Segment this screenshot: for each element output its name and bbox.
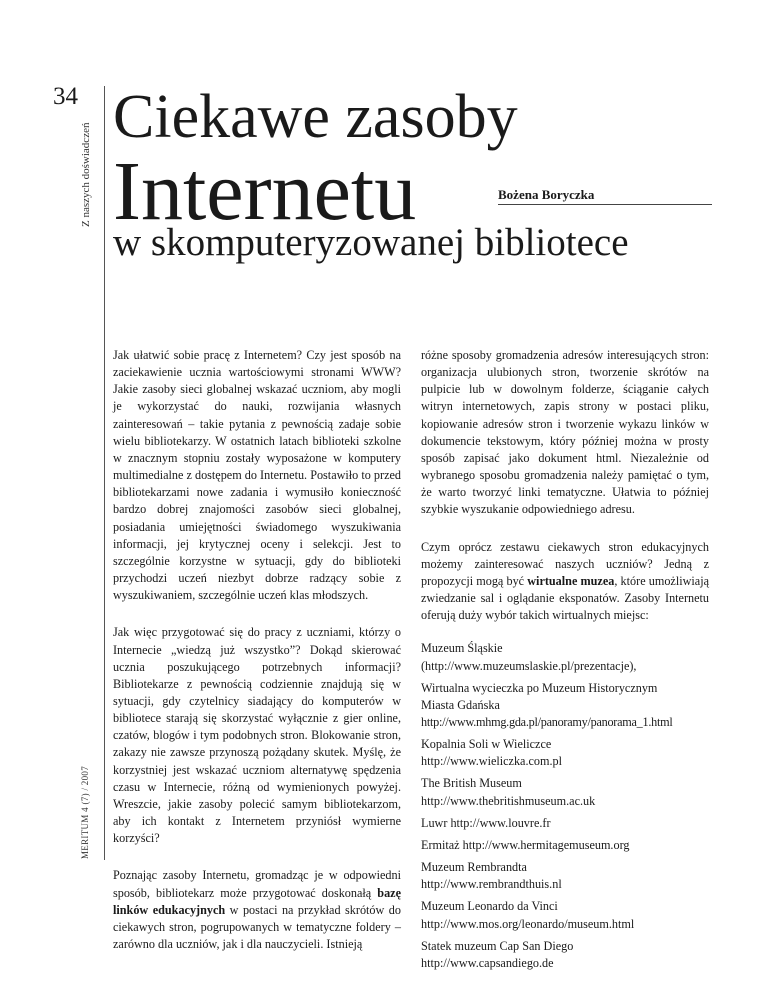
page-number: 34 [53, 83, 78, 110]
museum-url[interactable]: (http://www.muzeumslaskie.pl/prezentacje), [421, 658, 637, 673]
right-column [421, 347, 709, 977]
title-line-1: Ciekawe zasoby [113, 83, 518, 151]
museum-name-url[interactable]: Luwr http://www.louvre.fr [421, 815, 551, 830]
museum-name: Muzeum Leonardo da Vinci [421, 899, 558, 914]
section-label: Z naszych doświadczeń [80, 122, 92, 227]
museum-url[interactable]: http://www.wieliczka.com.pl [421, 754, 563, 769]
museum-name: Wirtualna wycieczka po Muzeum Historycznym [421, 680, 658, 695]
author-name: Bożena Boryczka [498, 187, 595, 202]
museum-url[interactable]: http://www.thebritishmuseum.ac.uk [421, 793, 596, 808]
museum-entry [421, 640, 709, 674]
margin-divider [104, 86, 105, 860]
museum-url[interactable]: http://www.mhmg.gda.pl/panoramy/panorama_1.html [421, 714, 673, 729]
left-paragraph-1: Jak ułatwić sobie pracę z Internetem? Czy jest sposób na zaciekawienie ucznia wartościowymi stronami WWW? Jakie zasoby sieci globalnej wskazać uczniom, aby mogli je wykorzystać do nauki, rozwijania własnych zainteresowań – takie pytania z pewnością zadaje sobie wielu bibliotekarzy. W ostatnich latach biblioteki szkolne w znacznym stopniu zostały wyposażone w komputery multimedialne z dostępem do Internetu. Postawiło to przed bibliotekarzami nowe zadania i wymusiło konieczność bardzo dobrej znajomości zasobów sieci globalnej, posiadania umiejętności świadomego wyszukiwania informacji, jej krytycznej oceny i selekcji. Jest to szczególnie korzystne w sytuacji, gdy do biblioteki przychodzi uczeń niezbyt dobrze radzący sobie z wyszukiwaniem, szczególnie uczeń klas młodszych. [113, 348, 401, 603]
right-paragraph-2-text-a: Czym oprócz zestawu ciekawych stron edukacyjnych możemy zainteresować naszych uczniów? Jedną z propozycji mogą być [421, 539, 709, 588]
museum-url[interactable]: http://www.capsandiego.de [421, 955, 554, 970]
museum-entry [421, 775, 709, 809]
left-paragraph-3-text-a: Poznając zasoby Internetu, gromadząc je w odpowiedni sposób, bibliotekarz może przygotować doskonałą [113, 868, 401, 900]
right-paragraph-2 [421, 539, 709, 625]
title-line-3: w skomputeryzowanej bibliotece [113, 221, 629, 264]
museum-entry [421, 898, 709, 932]
museum-entry [421, 938, 709, 972]
right-paragraph-2-bold: wirtualne muzea [527, 573, 615, 588]
left-paragraph-2: Jak więc przygotować się do pracy z uczniami, którzy o Internecie „wiedzą już wszystko”? Dokąd skierować ucznia poszukującego potrzebnych informacji? Bibliotekarze z pewnością codziennie znajdują się w sytuacji, gdy czytelnicy siadający do komputerów w bibliotece starają się skorzystać wyłącznie z gier online, czatów, blogów i tym podobnych stron. Blokowanie stron, zakazy nie zawsze przynoszą pożądany skutek. Myślę, że korzystniej jest wskazać uczniom alternatywę spędzenia czasu w Internecie, różną od wymienionych powyżej. Wreszcie, jakie zasoby polecić samym bibliotekarzom, aby ich kontakt z Internetem przyniósł wymierne korzyści? [113, 625, 401, 846]
museum-name: Muzeum Śląskie [421, 641, 503, 656]
museum-entry [421, 837, 709, 854]
left-paragraph-3-text-b: w postaci na przykład skrótów do ciekawych stron, pogrupowanych w tematyczne foldery – zarówno dla uczniów, jak i dla nauczycieli. Istnieją [113, 902, 401, 951]
title-line-2: Internetu [113, 145, 417, 238]
left-paragraph-3-bold: bazę linków edukacyjnych [113, 885, 401, 917]
left-paragraph-3 [113, 867, 401, 953]
museum-name: The British Museum [421, 776, 522, 791]
museum-name-url[interactable]: Ermitaż http://www.hermitagemuseum.org [421, 837, 630, 852]
journal-label: MERITUM 4 (7) / 2007 [80, 766, 90, 859]
museum-name: Muzeum Rembrandta [421, 860, 527, 875]
right-paragraph-2-text-b: , które umożliwiają zwiedzanie sal i oglądanie eksponatów. Zasoby Internetu oferują duży wybór takich wirtualnych miejsc: [421, 573, 709, 623]
museum-entry [421, 680, 709, 731]
museum-list [421, 640, 709, 972]
right-paragraph-1: różne sposoby gromadzenia adresów interesujących stron: organizacja ulubionych stron, tworzenie skrótów na pulpicie lub w dowolnym folderze, ściąganie całych witryn internetowych, zapis strony w postaci pliku, kopiowanie adresów stron i tworzenie wykazu linków w dokumencie tekstowym, który później można w prosty sposób zapisać jako dokument html. Niezależnie od wybranego sposobu gromadzenia należy pamiętać o tym, że warto tworzyć linki tematyczne. Ułatwia to później szybkie wyszukanie odpowiedniego adresu. [421, 348, 709, 517]
museum-name-cont: Miasta Gdańska [421, 697, 500, 712]
museum-name: Kopalnia Soli w Wieliczce [421, 737, 552, 752]
author-underline [498, 204, 712, 205]
museum-name: Statek muzeum Cap San Diego [421, 938, 574, 953]
museum-url[interactable]: http://www.mos.org/leonardo/museum.html [421, 916, 635, 931]
museum-entry [421, 736, 709, 770]
museum-entry [421, 859, 709, 893]
left-column [113, 347, 401, 973]
museum-entry [421, 815, 709, 832]
museum-url[interactable]: http://www.rembrandthuis.nl [421, 877, 562, 892]
